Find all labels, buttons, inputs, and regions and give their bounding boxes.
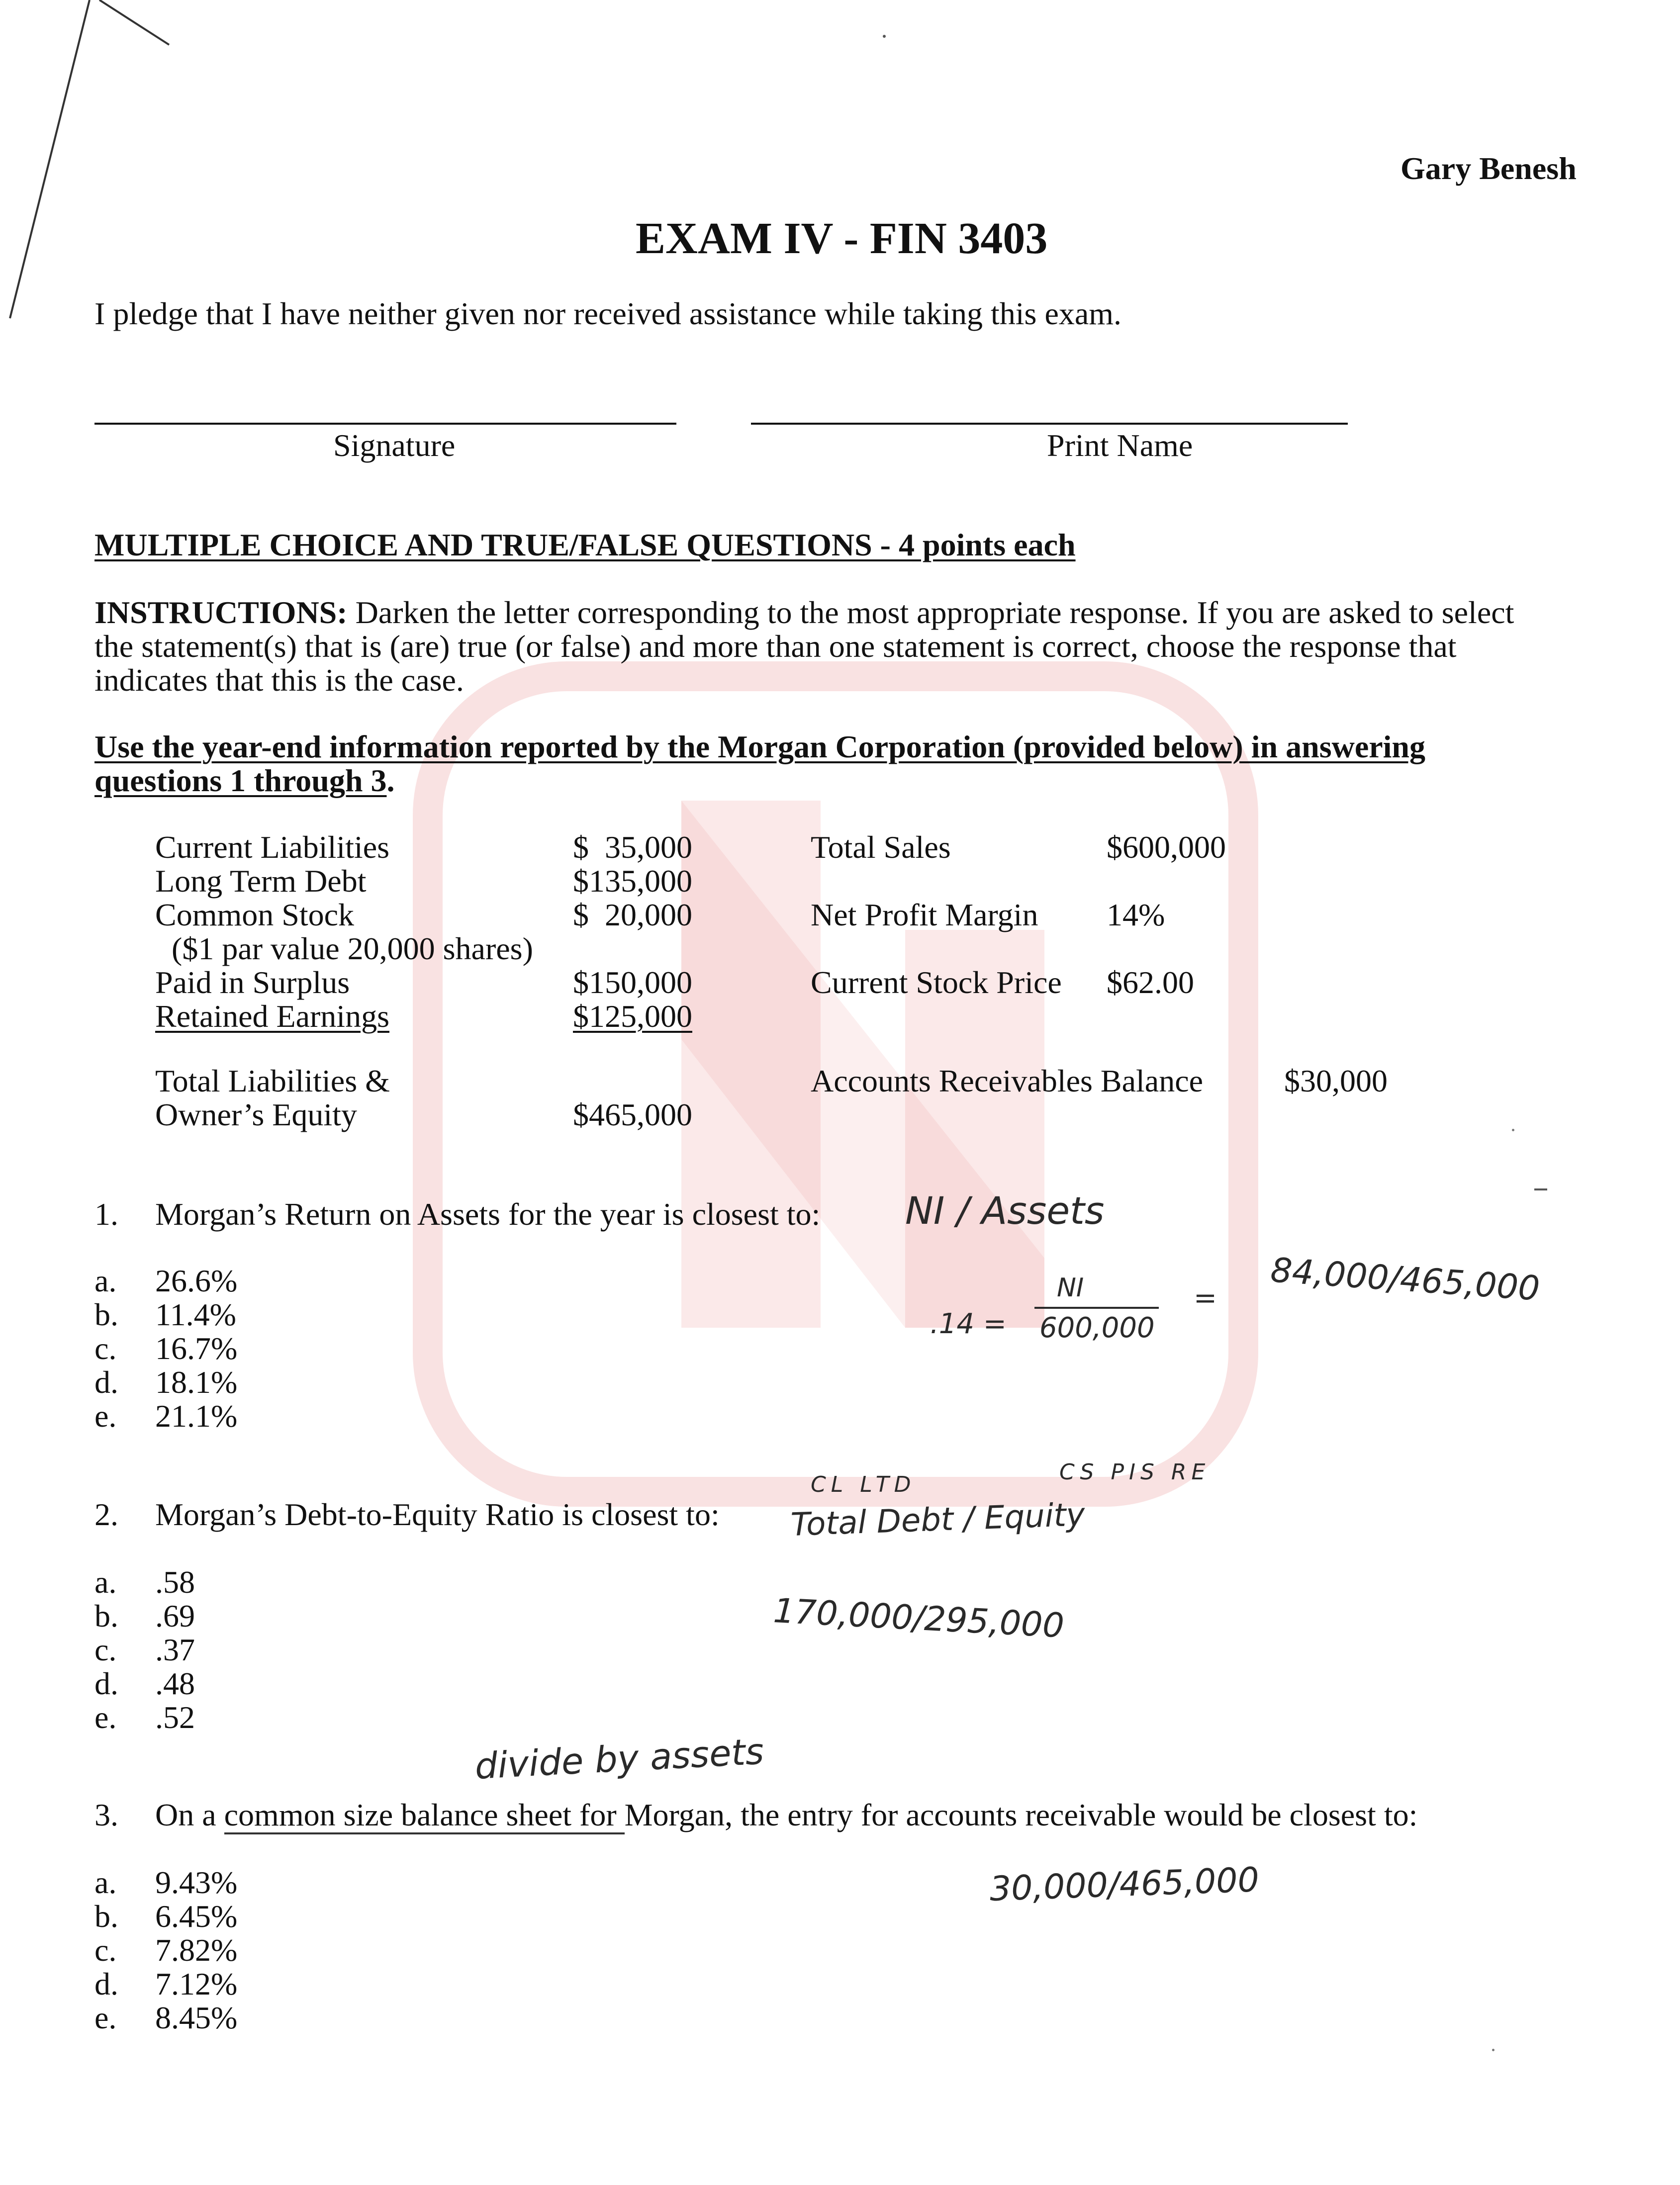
question-3-text-pre: On a (155, 1797, 224, 1832)
q3-option-d-text[interactable]: 7.12% (155, 1966, 238, 2002)
handwriting-ni-result: 84,000/465,000 (1269, 1251, 1541, 1309)
q2-option-e-letter[interactable]: e. (94, 1700, 117, 1735)
q1-option-c-text[interactable]: 16.7% (155, 1331, 238, 1366)
q2-option-b-letter[interactable]: b. (94, 1598, 118, 1634)
handwriting-divide-by-assets: divide by assets (473, 1730, 765, 1787)
scan-dot (1512, 1129, 1514, 1131)
use-info-line-1: Use the year-end information reported by the Morgan Corporation (provided below) in answering (94, 729, 1425, 764)
q1-option-b-letter[interactable]: b. (94, 1297, 118, 1332)
handwriting-ni-assets: NI / Assets (905, 1188, 1105, 1233)
fin-label-accounts-receivable: Accounts Receivables Balance (811, 1063, 1203, 1098)
fin-label-common-stock: Common Stock (155, 897, 355, 932)
scan-dot (883, 35, 886, 38)
use-info-period: . (386, 763, 395, 798)
fin-label-retained-earnings: Retained Earnings (155, 999, 389, 1034)
fin-value-retained-earnings: $125,000 (573, 999, 692, 1034)
q3-option-c-letter[interactable]: c. (94, 1932, 117, 1968)
q3-option-a-text[interactable]: 9.43% (155, 1865, 238, 1900)
handwriting-cs-pis-re: CS PIS RE (1059, 1459, 1211, 1485)
fin-total-label-2: Owner’s Equity (155, 1097, 357, 1132)
q3-option-c-text[interactable]: 7.82% (155, 1932, 238, 1968)
q1-option-c-letter[interactable]: c. (94, 1331, 117, 1366)
instructions (94, 596, 1514, 630)
q3-option-d-letter[interactable]: d. (94, 1966, 118, 2002)
fin-label-stock-price: Current Stock Price (811, 965, 1062, 1000)
fin-value-stock-price: $62.00 (1107, 965, 1194, 1000)
fin-value-common-stock: $ 20,000 (573, 897, 692, 932)
instructions-line-1: Darken the letter corresponding to the most appropriate response. If you are asked to select (347, 595, 1514, 630)
q2-option-d-text[interactable]: .48 (155, 1666, 195, 1701)
section-heading: MULTIPLE CHOICE AND TRUE/FALSE QUESTIONS - 4 points each (94, 527, 1076, 562)
fin-value-current-liabilities: $ 35,000 (573, 829, 692, 865)
use-info-line-2 (94, 764, 394, 798)
question-1-number: 1. (94, 1196, 118, 1232)
fin-label-net-profit-margin: Net Profit Margin (811, 897, 1038, 932)
fin-value-accounts-receivable: $30,000 (1284, 1063, 1388, 1098)
handwriting-ar-calc: 30,000/465,000 (989, 1860, 1260, 1909)
handwriting-total-debt-equity: Total Debt / Equity (790, 1496, 1086, 1544)
q2-option-d-letter[interactable]: d. (94, 1666, 118, 1701)
signature-label: Signature (333, 428, 456, 463)
q1-option-e-text[interactable]: 21.1% (155, 1398, 238, 1434)
q2-option-c-letter[interactable]: c. (94, 1632, 117, 1667)
signature-line[interactable] (94, 423, 676, 425)
fin-label-paid-in-surplus: Paid in Surplus (155, 965, 350, 1000)
handwriting-ni-numerator: NI (1057, 1273, 1084, 1303)
fin-label-long-term-debt: Long Term Debt (155, 863, 367, 899)
question-3-text-underlined: common size balance sheet for (224, 1797, 625, 1834)
question-2-number: 2. (94, 1497, 118, 1532)
scan-dash (1534, 1188, 1547, 1190)
q1-option-e-letter[interactable]: e. (94, 1398, 117, 1434)
question-3-text-post: Morgan, the entry for accounts receivable would be closest to: (624, 1797, 1418, 1832)
pledge-text: I pledge that I have neither given nor received assistance while taking this exam. (94, 296, 1122, 331)
handwriting-equals: = (1194, 1282, 1217, 1314)
instructions-label: INSTRUCTIONS: (94, 595, 348, 630)
q1-option-d-text[interactable]: 18.1% (155, 1365, 238, 1400)
fin-value-paid-in-surplus: $150,000 (573, 965, 692, 1000)
use-info-questions: questions 1 through 3 (94, 763, 387, 798)
fin-value-long-term-debt: $135,000 (573, 863, 692, 899)
exam-title: EXAM IV - FIN 3403 (636, 214, 1048, 263)
handwriting-fraction-bar (1034, 1307, 1159, 1309)
question-2-text: Morgan’s Debt-to-Equity Ratio is closest to: (155, 1497, 720, 1532)
question-1-text: Morgan’s Return on Assets for the year is closest to: (155, 1196, 821, 1232)
handwriting-debt-equity-values: 170,000/295,000 (772, 1591, 1065, 1646)
fin-value-net-profit-margin: 14% (1107, 897, 1165, 932)
fin-label-total-sales: Total Sales (811, 829, 951, 865)
fin-label-par-value: ($1 par value 20,000 shares) (172, 931, 533, 966)
q2-option-c-text[interactable]: .37 (155, 1632, 195, 1667)
scan-dot (1492, 2049, 1494, 2051)
handwriting-ni-denominator: 600,000 (1039, 1312, 1155, 1344)
q2-option-e-text[interactable]: .52 (155, 1700, 195, 1735)
handwriting-cl-ltd: CL LTD (811, 1472, 916, 1497)
q3-option-e-text[interactable]: 8.45% (155, 2000, 238, 2035)
q1-option-a-letter[interactable]: a. (94, 1263, 117, 1298)
question-3-number: 3. (94, 1797, 118, 1832)
student-name: Gary Benesh (1400, 151, 1577, 186)
q2-option-a-letter[interactable]: a. (94, 1564, 117, 1600)
instructions-line-2: the statement(s) that is (are) true (or false) and more than one statement is correct, choose the response that (94, 629, 1457, 664)
q2-option-b-text[interactable]: .69 (155, 1598, 195, 1634)
print-name-label: Print Name (1047, 428, 1193, 463)
q3-option-b-letter[interactable]: b. (94, 1899, 118, 1934)
q1-option-b-text[interactable]: 11.4% (155, 1297, 236, 1332)
q3-option-e-letter[interactable]: e. (94, 2000, 117, 2035)
q1-option-d-letter[interactable]: d. (94, 1365, 118, 1400)
fin-label-current-liabilities: Current Liabilities (155, 829, 389, 865)
q2-option-a-text[interactable]: .58 (155, 1564, 195, 1600)
handwriting-point14: .14 = (930, 1308, 1007, 1340)
instructions-line-3: indicates that this is the case. (94, 662, 464, 698)
q3-option-a-letter[interactable]: a. (94, 1865, 117, 1900)
fin-total-label-1: Total Liabilities & (155, 1063, 390, 1098)
print-name-line[interactable] (751, 423, 1348, 425)
fin-total-value: $465,000 (573, 1097, 692, 1132)
fin-value-total-sales: $600,000 (1107, 829, 1226, 865)
q1-option-a-text[interactable]: 26.6% (155, 1263, 238, 1298)
question-3-text (155, 1798, 1417, 1832)
q3-option-b-text[interactable]: 6.45% (155, 1899, 238, 1934)
